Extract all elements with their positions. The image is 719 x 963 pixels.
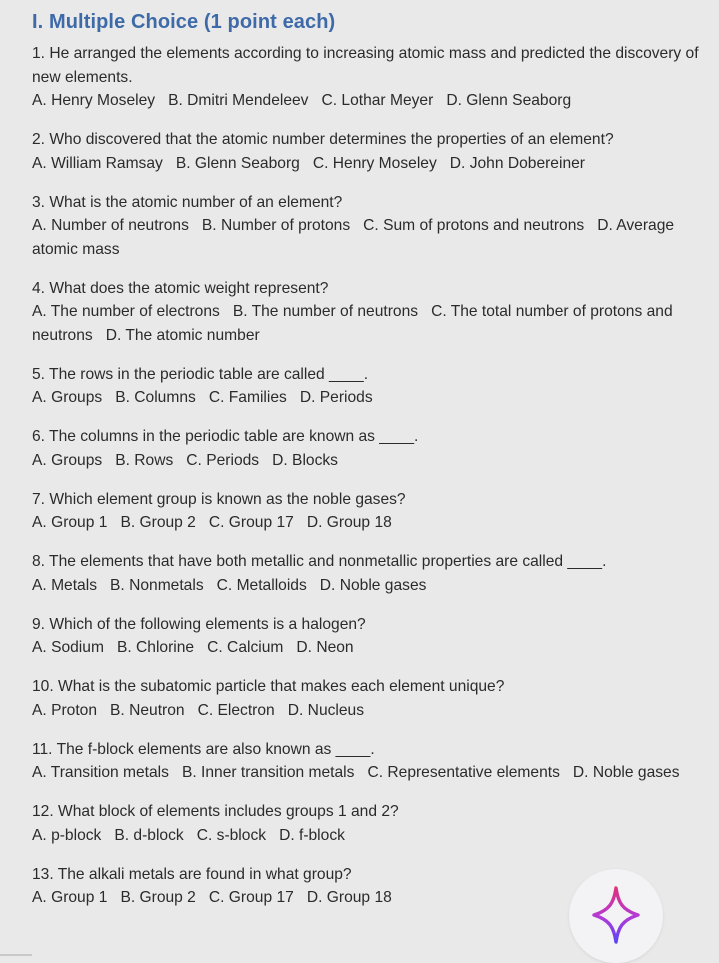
question-options xyxy=(32,511,708,535)
option-c: C. Group 17 xyxy=(208,514,294,531)
question-list xyxy=(32,42,708,925)
option-d: D. Periods xyxy=(299,389,373,406)
option-a: A. Proton xyxy=(32,701,98,719)
option-d: D. Noble gases xyxy=(319,576,427,594)
question-stem: 3. What is the atomic number of an element? xyxy=(32,193,343,211)
option-d: D. The atomic number xyxy=(105,326,260,344)
question-stem: 13. The alkali metals are found in what group? xyxy=(32,865,352,883)
option-c: C. Lothar Meyer xyxy=(321,92,434,109)
question-stem: 12. What block of elements includes groups 1 and 2? xyxy=(32,803,399,820)
question-options xyxy=(32,300,708,347)
option-a: A. Metals xyxy=(32,576,97,594)
question-stem: 5. The rows in the periodic table are called ____. xyxy=(32,365,369,383)
option-b: B. Chlorine xyxy=(116,639,195,656)
option-c: C. Electron xyxy=(197,701,275,719)
question-options xyxy=(32,699,708,723)
question-options xyxy=(32,449,708,473)
question-5 xyxy=(32,363,708,410)
question-options xyxy=(32,152,708,176)
option-d: D. John Dobereiner xyxy=(449,154,585,172)
option-c: C. Group 17 xyxy=(208,889,294,906)
option-c: C. Metalloids xyxy=(216,576,307,594)
question-options xyxy=(32,574,708,598)
option-c: C. s-block xyxy=(196,826,267,844)
question-options xyxy=(32,824,708,848)
option-d: D. f-block xyxy=(279,826,345,844)
option-a: A. Transition metals xyxy=(32,764,169,781)
option-c: C. Henry Moseley xyxy=(312,154,437,172)
option-b: B. Number of protons xyxy=(201,217,351,234)
section-title: I. Multiple Choice (1 point each) xyxy=(32,11,336,33)
option-d: D. Average atomic mass xyxy=(32,217,675,258)
question-options xyxy=(32,386,708,410)
option-b: B. Group 2 xyxy=(120,514,196,531)
option-a: A. Group 1 xyxy=(32,514,108,531)
option-b: B. Neutron xyxy=(110,701,185,719)
option-a: A. Number of neutrons xyxy=(32,217,189,234)
question-options xyxy=(32,761,708,785)
option-c: C. Families xyxy=(208,389,287,406)
question-8 xyxy=(32,550,708,597)
sparkle-star-icon xyxy=(592,886,640,944)
option-d: D. Noble gases xyxy=(572,764,680,781)
option-a: A. Sodium xyxy=(32,639,104,656)
question-stem: 9. Which of the following elements is a halogen? xyxy=(32,615,366,633)
question-1 xyxy=(32,42,708,113)
option-a: A. Groups xyxy=(32,389,103,406)
question-4 xyxy=(32,277,708,348)
option-b: B. Columns xyxy=(115,389,196,406)
option-b: B. d-block xyxy=(114,826,184,844)
option-b: B. Group 2 xyxy=(120,889,196,906)
option-a: A. Groups xyxy=(32,451,103,469)
option-c: C. Representative elements xyxy=(367,764,560,781)
option-c: C. Sum of protons and neutrons xyxy=(363,217,585,234)
option-d: D. Blocks xyxy=(272,451,338,469)
option-b: B. Dmitri Mendeleev xyxy=(168,92,309,109)
question-options xyxy=(32,89,708,113)
ai-assistant-button[interactable] xyxy=(569,869,663,963)
page-edge-marker xyxy=(0,954,32,956)
option-a: A. p-block xyxy=(32,826,102,844)
option-a: A. Henry Moseley xyxy=(32,92,156,109)
question-11 xyxy=(32,738,708,785)
option-b: B. Glenn Seaborg xyxy=(175,154,300,172)
question-stem: 4. What does the atomic weight represent? xyxy=(32,279,329,297)
option-a: A. William Ramsay xyxy=(32,154,163,172)
option-a: A. Group 1 xyxy=(32,889,108,906)
option-c: C. Calcium xyxy=(207,639,284,656)
option-a: A. The number of electrons xyxy=(32,303,220,320)
option-c: C. Periods xyxy=(186,451,260,469)
option-d: D. Glenn Seaborg xyxy=(446,92,572,109)
question-stem: 8. The elements that have both metallic and nonmetallic properties are called ____. xyxy=(32,553,607,570)
question-2 xyxy=(32,128,708,175)
question-stem: 2. Who discovered that the atomic number determines the properties of an element? xyxy=(32,131,614,148)
question-10 xyxy=(32,675,708,722)
question-9 xyxy=(32,613,708,660)
option-d: D. Nucleus xyxy=(287,701,365,719)
option-b: B. Rows xyxy=(115,451,174,469)
option-c: C. The total number of protons and neutrons xyxy=(32,303,673,344)
option-d: D. Neon xyxy=(296,639,354,656)
question-options xyxy=(32,214,708,261)
question-7 xyxy=(32,488,708,535)
option-b: B. Inner transition metals xyxy=(181,764,355,781)
question-options xyxy=(32,636,708,660)
question-3 xyxy=(32,191,708,262)
question-stem: 10. What is the subatomic particle that makes each element unique? xyxy=(32,678,505,695)
question-stem: 1. He arranged the elements according to increasing atomic mass and predicted the discovery of new elements. xyxy=(32,45,699,86)
question-6 xyxy=(32,425,708,472)
question-stem: 6. The columns in the periodic table are known as ____. xyxy=(32,428,419,445)
question-stem: 11. The f-block elements are also known as ____. xyxy=(32,740,375,758)
option-b: B. Nonmetals xyxy=(110,576,204,594)
option-b: B. The number of neutrons xyxy=(232,303,419,320)
question-12 xyxy=(32,800,708,847)
option-d: D. Group 18 xyxy=(306,889,392,906)
question-stem: 7. Which element group is known as the noble gases? xyxy=(32,490,406,508)
option-d: D. Group 18 xyxy=(306,514,392,531)
